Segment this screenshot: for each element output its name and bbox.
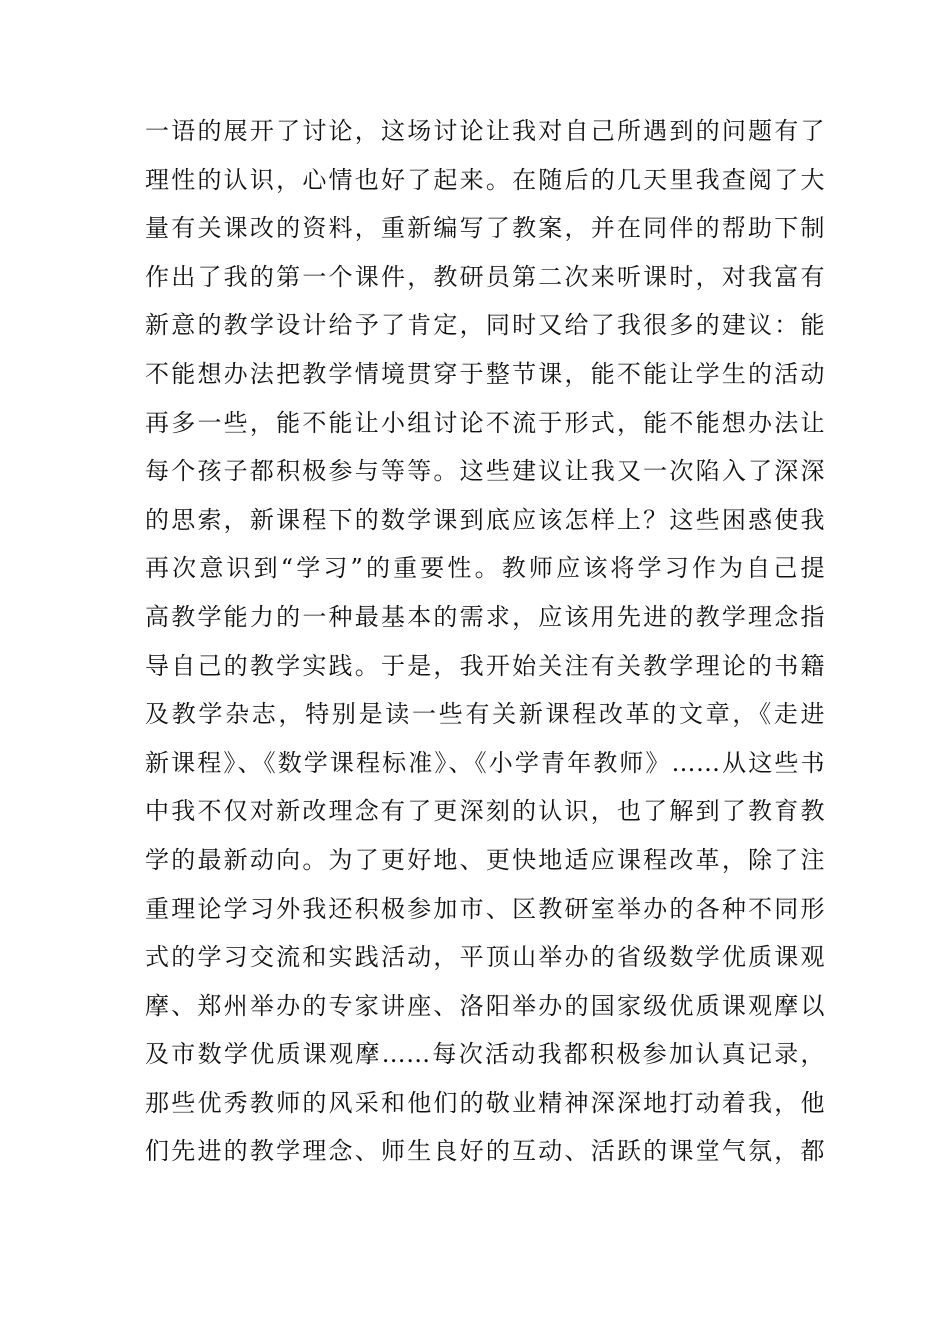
text-line: 导自己的教学实践。于是，我开始关注有关教学理论的书籍 <box>145 651 825 680</box>
text-line: 量有关课改的资料，重新编写了教案，并在同伴的帮助下制 <box>145 214 825 243</box>
body-text <box>145 107 825 1176</box>
text-line: 作出了我的第一个课件，教研员第二次来听课时，对我富有 <box>145 262 825 291</box>
text-line: 再次意识到“学习”的重要性。教师应该将学习作为自己提 <box>145 554 825 583</box>
text-line: 高教学能力的一种最基本的需求，应该用先进的教学理念指 <box>145 602 825 631</box>
text-line: 新课程》、《数学课程标准》、《小学青年教师》……从这些书 <box>145 748 825 777</box>
text-line: 式的学习交流和实践活动，平顶山举办的省级数学优质课观 <box>145 943 825 972</box>
text-line: 及教学杂志，特别是读一些有关新课程改革的文章，《走进 <box>145 700 825 729</box>
text-line: 的思索，新课程下的数学课到底应该怎样上？这些困惑使我 <box>145 505 825 534</box>
text-line: 理性的认识，心情也好了起来。在随后的几天里我查阅了大 <box>145 165 825 194</box>
text-line: 不能想办法把教学情境贯穿于整节课，能不能让学生的活动 <box>145 359 825 388</box>
text-line: 一语的展开了讨论，这场讨论让我对自己所遇到的问题有了 <box>145 117 825 145</box>
text-line: 重理论学习外我还积极参加市、区教研室举办的各种不同形 <box>145 894 825 923</box>
text-line: 摩、郑州举办的专家讲座、洛阳举办的国家级优质课观摩以 <box>145 991 825 1020</box>
text-line: 中我不仅对新改理念有了更深刻的认识，也了解到了教育教 <box>145 797 825 826</box>
text-line: 新意的教学设计给予了肯定，同时又给了我很多的建议：能 <box>145 311 825 340</box>
text-line: 及市数学优质课观摩……每次活动我都积极参加认真记录， <box>145 1040 825 1069</box>
text-line: 们先进的教学理念、师生良好的互动、活跃的课堂气氛，都 <box>145 1137 825 1166</box>
text-line: 再多一些，能不能让小组讨论不流于形式，能不能想办法让 <box>145 408 825 437</box>
text-line: 学的最新动向。为了更好地、更快地适应课程改革，除了注 <box>145 845 825 874</box>
text-line: 那些优秀教师的风采和他们的敬业精神深深地打动着我，他 <box>145 1088 825 1117</box>
text-line: 每个孩子都积极参与等等。这些建议让我又一次陷入了深深 <box>145 457 825 486</box>
